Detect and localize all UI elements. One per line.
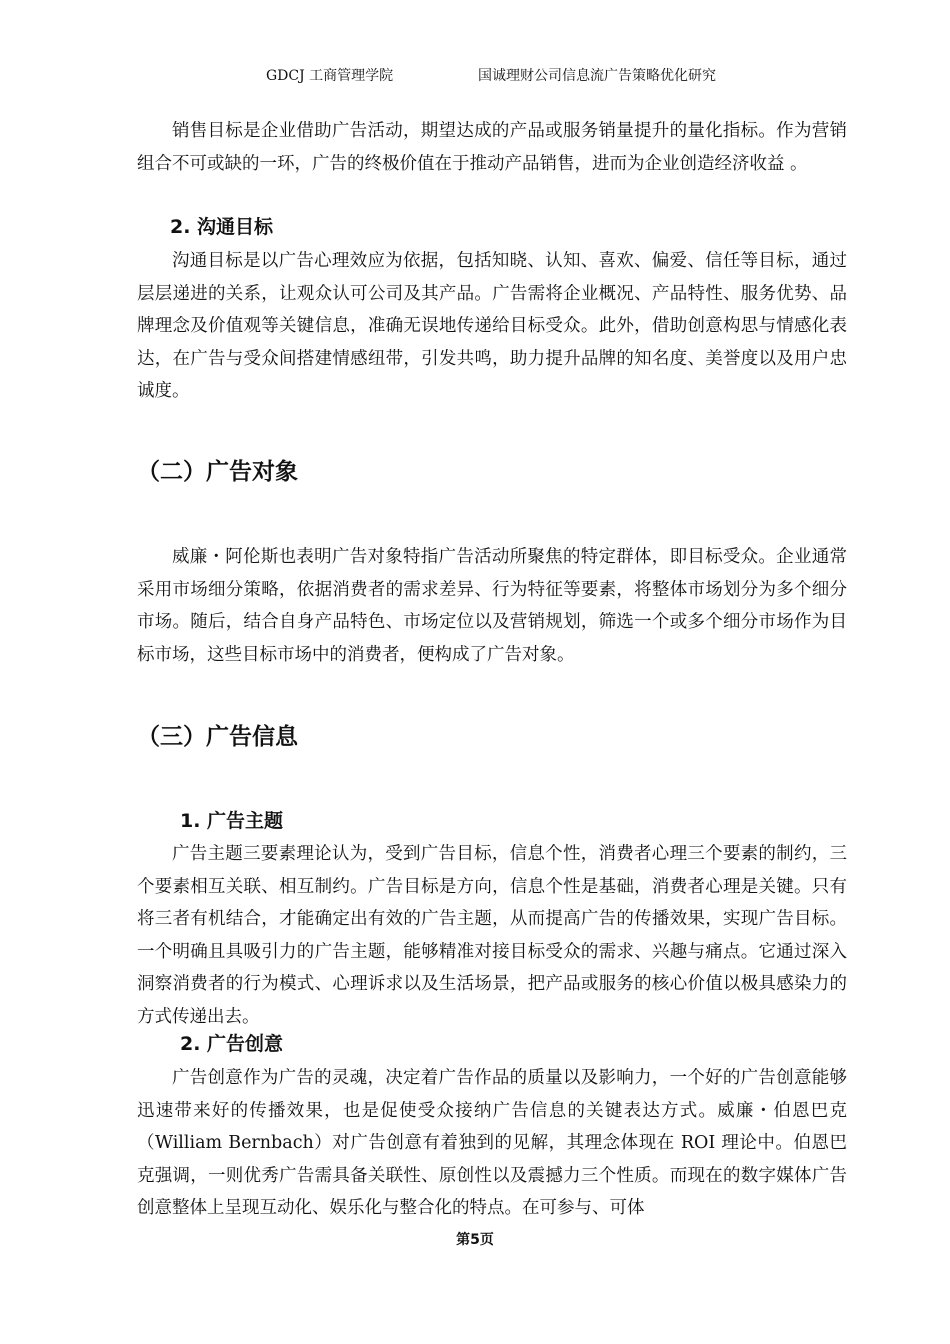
page-number: 第5页	[456, 1232, 494, 1248]
paragraph-communication-goal: 沟通目标是以广告心理效应为依据，包括知晓、认知、喜欢、偏爱、信任等目标，通过层层递进的关系，让观众认可公司及其产品。广告需将企业概况、产品特性、服务优势、品牌理念及价值观等关键信息，准确无误地传递给目标受众。此外，借助创意构思与情感化表达，在广告与受众间搭建情感纽带，引发共鸣，助力提升品牌的知名度、美誉度以及用户忠诚度。	[137, 251, 847, 401]
paragraph-ad-theme: 广告主题三要素理论认为，受到广告目标，信息个性，消费者心理三个要素的制约，三个要素相互关联、相互制约。广告目标是方向，信息个性是基础，消费者心理是关键。只有将三者有机结合，才能确定出有效的广告主题，从而提高广告的传播效果，实现广告目标。一个明确且具吸引力的广告主题，能够精准对接目标受众的需求、兴趣与痛点。它通过深入洞察消费者的行为模式、心理诉求以及生活场景，把产品或服务的核心价值以极具感染力的方式传递出去。	[137, 844, 847, 1027]
header-school: GDCJ 工商管理学院	[266, 68, 394, 84]
running-header	[0, 66, 950, 86]
paragraph-ad-audience: 威廉・阿伦斯也表明广告对象特指广告活动所聚焦的特定群体，即目标受众。企业通常采用市场细分策略，依据消费者的需求差异、行为特征等要素，将整体市场划分为多个细分市场。随后，结合自身产品特色、市场定位以及营销规划，筛选一个或多个细分市场作为目标市场，这些目标市场中的消费者，便构成了广告对象。	[137, 547, 847, 665]
heading-ad-creative: 2. 广告创意	[180, 1033, 284, 1055]
heading-ad-theme: 1. 广告主题	[180, 810, 284, 832]
paragraph-sales-goal: 销售目标是企业借助广告活动，期望达成的产品或服务销量提升的量化指标。作为营销组合不可或缺的一环，广告的终极价值在于推动产品销售，进而为企业创造经济收益 。	[137, 121, 847, 174]
paragraph-ad-creative: 广告创意作为广告的灵魂，决定着广告作品的质量以及影响力，一个好的广告创意能够迅速带来好的传播效果，也是促使受众接纳广告信息的关键表达方式。威廉・伯恩巴克（William Bernbach）对广告创意有着独到的见解，其理念体现在 ROI 理论中。伯恩巴克强调，一则优秀广告需具备关联性、原创性以及震撼力三个性质。而现在的数字媒体广告创意整体上呈现互动化、娱乐化与整合化的特点。在可参与、可体	[137, 1068, 847, 1218]
heading-communication-goal: 2. 沟通目标	[170, 216, 274, 238]
heading-ad-audience: （二）广告对象	[137, 459, 298, 485]
heading-ad-information: （三）广告信息	[137, 724, 298, 750]
header-thesis-title: 国诚理财公司信息流广告策略优化研究	[478, 68, 716, 84]
